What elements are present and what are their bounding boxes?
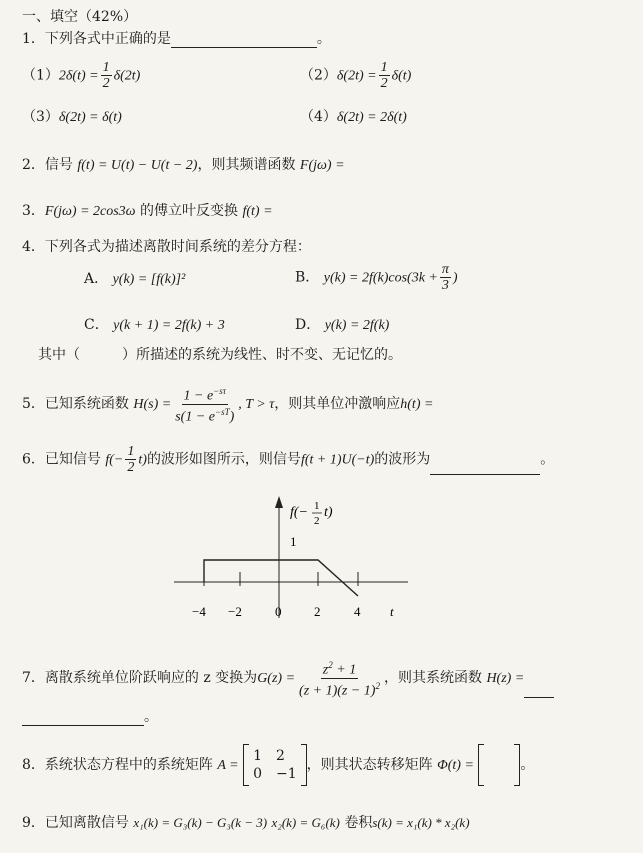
q3-text-a: 3． [22,203,45,219]
q4-note-a: 其中（ [38,347,80,363]
q7-expr-b: H(z) = [486,671,525,687]
q1-opt3-label: （3） [22,109,59,125]
q4-note-b: ）所描述的系统为线性、时不变、无记忆的。 [122,347,402,363]
q4-option-a [84,270,185,289]
q5-text-a: 5．已知系统函数 [22,396,129,413]
q5-condition: , T > τ [238,397,275,413]
q4-optD-expr: y(k) = 2f(k) [324,318,390,333]
q5-expr-b: h(t) = [400,397,434,413]
q9-line [22,814,470,832]
y-label-frac-den: 2 [314,515,320,527]
x-axis-label: t [390,604,394,619]
fraction-half: $\frac{1}{2}$ [127,444,135,475]
x-tick-label: 0 [275,604,282,619]
q3-expr: F(jω) = 2cos3ω [44,204,136,219]
q5-line: 5．已知系统函数 H(s) = $\frac{1 - e^{-s\tau}}{s(1 - e^{-sT})}$ , T > τ，则其单位冲激响应h(t) = [22,386,434,425]
q1-answer-blank[interactable] [171,47,317,48]
q6-text-a: 6．已知信号 [22,451,101,468]
q6-text-b: 的波形如图所示，则信号 [146,451,301,468]
q8-text-a: 8．系统状态方程中的系统矩阵 [22,757,213,773]
q7-answer-blank-a[interactable] [524,697,554,698]
q4-optC-expr: y(k + 1) = 2f(k) + 3 [113,318,225,333]
q4-optB-label: B． [295,269,320,286]
q1-opt4-expr: δ(2t) = 2δ(t) [336,110,407,125]
q4-option-b: B． y(k) = 2f(k)cos(3k + $\frac{\pi}{3}$ ) [295,262,458,293]
x-tick-label: 4 [354,604,361,619]
q7-text-a: 7．离散系统单位阶跃响应的 z 变换为 [22,670,258,687]
q1-option-3 [22,108,122,127]
fraction-half: $\frac{1}{2}$ [102,60,110,91]
y-axis-arrow-icon [275,496,283,508]
q1-option-2: （2）δ(2t) = $\frac{1}{2}$ δ(t) [300,60,412,91]
q1-opt2-label: （2） [300,67,337,84]
system-matrix [243,744,307,786]
q4-option-d [295,316,389,335]
fraction-half: $\frac{1}{2}$ [380,60,388,91]
q4-optA-expr: y(k) = [f(k)]² [112,272,186,287]
q2-expr: f(t) = U(t) − U(t − 2) [77,158,198,173]
q7-period: 。 [144,709,158,725]
waveform-figure [150,488,430,628]
y-label-frac-num: 1 [314,500,320,512]
q2-text-b: ，则其频谱函数 [197,157,296,173]
x-tick-label: −4 [192,604,206,619]
q1-option-4 [300,108,407,127]
q3-expr-b: f(t) = [242,204,273,219]
y-label-suffix: t) [324,505,333,520]
q1-option-1: （1）2δ(t) = $\frac{1}{2}$ δ(2t) [22,60,141,91]
q1-opt4-label: （4） [300,109,337,125]
section-title: 一、填空（42%） [22,9,138,25]
q9-text-a: 9．已知离散信号 [22,815,129,831]
y-label-prefix: f(− [290,505,308,520]
level-label: 1 [290,534,297,549]
matrix-cell: −1 [276,766,297,782]
q2-line [22,156,345,175]
q1-opt3-expr: δ(2t) = δ(t) [58,110,122,125]
q8-period: 。 [520,757,535,773]
q4-note [38,346,402,364]
q7-line-2 [22,708,158,726]
q7-answer-blank-b[interactable] [22,725,144,726]
q5-system-fraction: $\frac{1 - e^{-s\tau}}{s(1 - e^{-sT})}$ [175,386,235,425]
q8-text-b: ，则其状态转移矩阵 [306,757,433,773]
q1-opt1-label: （1） [22,67,59,84]
matrix-cell: 0 [253,766,262,782]
q8-line: 8．系统状态方程中的系统矩阵 A = 1 2 0 −1 ，则其状态转移矩阵 Φ(t) = 。 [22,744,534,786]
q9-x1: x₁(k) = G₃(k) − G₃(k − 3) [133,815,268,830]
q6-expr: f(t + 1)U(−t) [300,452,375,468]
q1-period: 。 [316,31,331,47]
q1-line [22,30,331,48]
x-tick-label: 2 [314,604,321,619]
q7-line: 7．离散系统单位阶跃响应的 z 变换为G(z) = $\frac{z^2 + 1}{(z + 1)(z - 1)^2}$ ，则其系统函数 H(z) = [22,658,554,698]
transition-matrix-blank[interactable] [478,744,520,786]
q9-text-b: 卷积 [344,815,373,831]
q6-line: 6．已知信号 f(− $\frac{1}{2}$ t)的波形如图所示，则信号f(t + 1)U(−t)的波形为 。 [22,444,555,475]
matrix-cell: 1 [253,748,262,764]
q5-text-b: ，则其单位冲激响应 [274,396,401,413]
signal-waveform [204,560,358,596]
q6-period: 。 [540,451,555,468]
matrix-cell: 2 [276,748,285,764]
q6-text-c: 的波形为 [374,451,431,468]
q4-stem: 4．下列各式为描述离散时间系统的差分方程： [22,239,311,255]
q6-answer-blank[interactable] [430,474,540,475]
q3-text-b: 的傅立叶反变换 [140,203,239,219]
q4-optC-label: C． [84,317,109,333]
q7-text-b: ，则其系统函数 [383,670,482,687]
q4-option-c [84,316,225,335]
x-tick-label: −2 [228,604,242,619]
q7-gz-fraction: $\frac{z^2 + 1}{(z + 1)(z - 1)^2}$ [299,660,380,699]
q9-conv: s(k) = x₁(k) * x₂(k) [372,815,470,830]
q9-x2: x₂(k) = G₆(k) [271,815,340,830]
q4-optA-label: A． [84,271,109,287]
q4-optD-label: D． [295,317,321,333]
q2-text-a: 2．信号 [22,157,73,173]
q3-line [22,202,273,221]
q1-stem: 1．下列各式中正确的是 [22,31,171,47]
fraction-pi-third: $\frac{\pi}{3}$ [441,262,449,293]
q2-expr-b: F(jω) = [299,158,345,173]
